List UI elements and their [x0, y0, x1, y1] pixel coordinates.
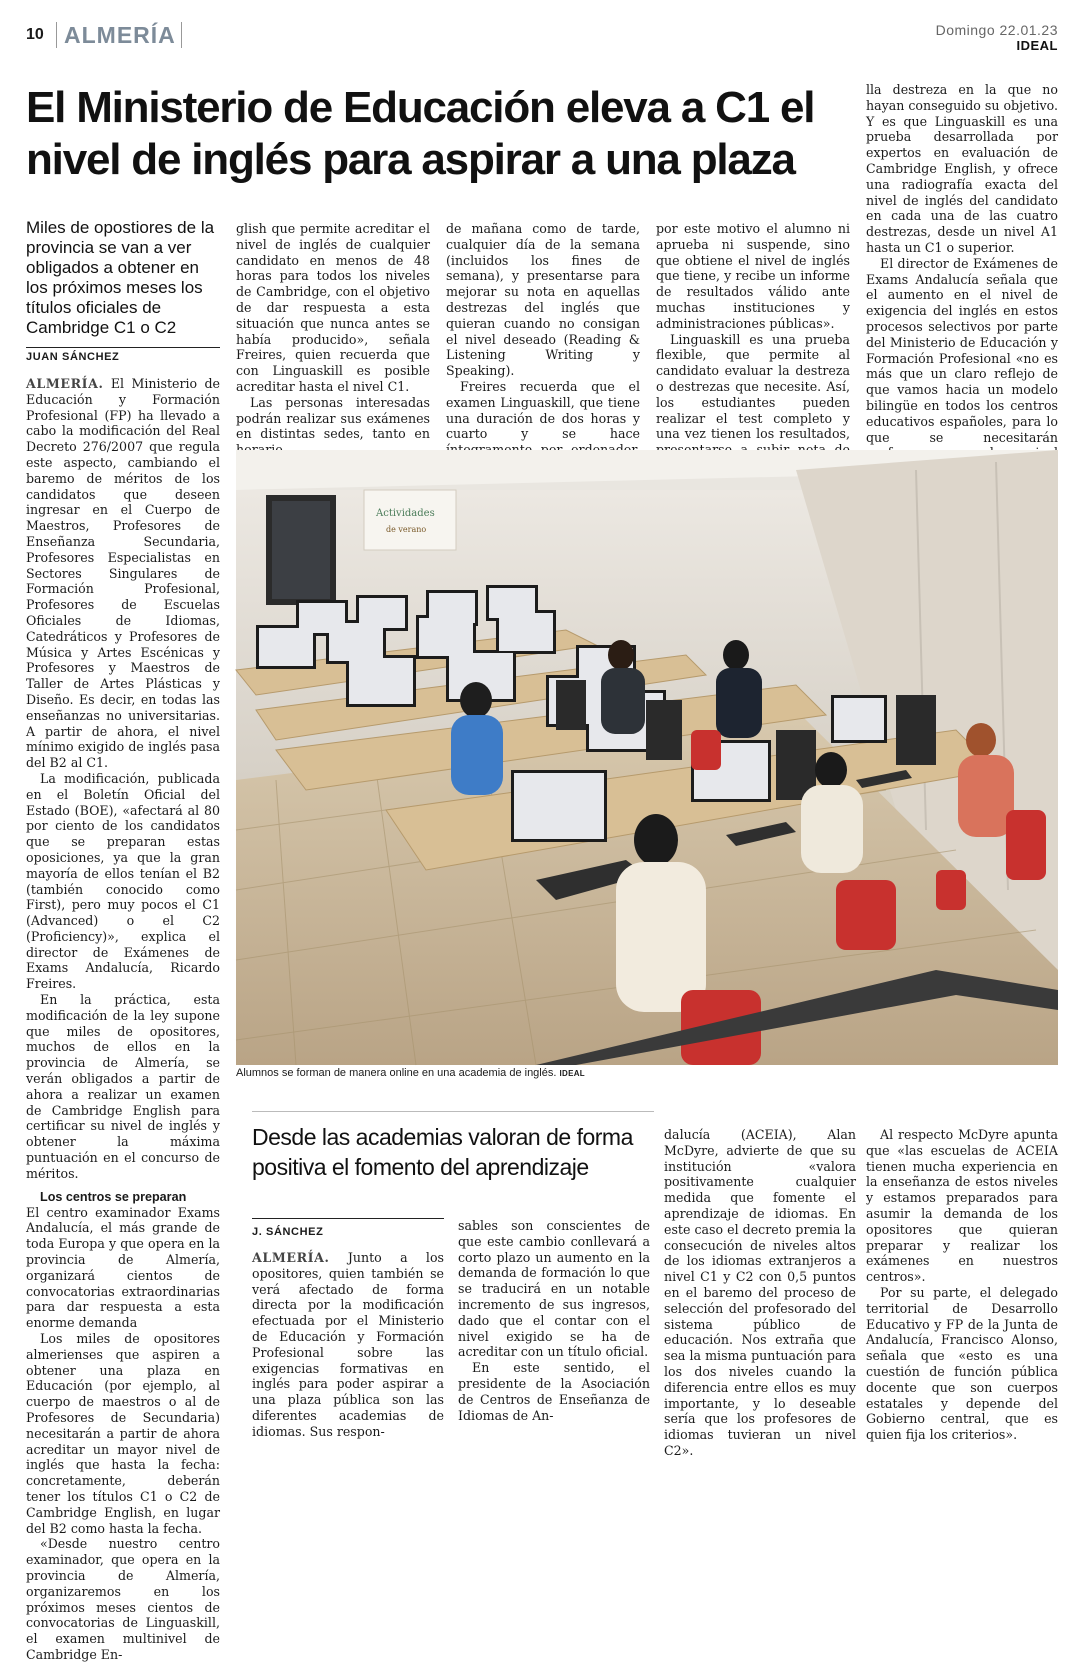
body-paragraph: por este motivo el alumno ni aprueba ni suspende, sino que obtiene el nivel de inglés que tiene, y recibe un informe de resultados válido ante muchas instituciones y administraciones públicas».	[656, 221, 850, 331]
body-paragraph: ALMERÍA. El Ministerio de Educación y Formación Profesional (FP) ha llevado a cabo la modificación del Real Decreto 276/2007 que regula este aspecto, cambiando el baremo de méritos de los candidatos que deseen ingresar en el Cuerpo de Maestros, Profesores de Enseñanza Secundaria, Profesores Especialistas en Sectores Singulares de Formación Profesional, Profesores de Escuelas Oficiales de Idiomas, Catedráticos y Profesores de Música y Artes Escénicas y Profesores y Maestros de Taller de Artes Plásticas y Diseño. Es decir, en todas las enseñanzas no universitarias. A partir de ahora, el nivel mínimo exigido de inglés pasa del B2 al C1.	[26, 376, 220, 771]
main-headline: El Ministerio de Educación eleva a C1 el nivel de inglés para aspirar a una plaza	[26, 83, 815, 184]
body-paragraph: ALMERÍA. Junto a los opositores, quien también se verá afectado de forma directa por la modificación efectuada por el Ministerio de Educación y Formación Profesional sobre las exigencias formativas en inglés para poder aspirar a una plaza pública son las diferentes academias de idiomas. Sus respon-	[252, 1250, 444, 1439]
byline-rule	[252, 1218, 444, 1219]
body-paragraph: sables son conscientes de que este cambio conllevará a corto plazo un aumento en la demanda de formación lo que se traducirá en un notable incremento de sus ingresos, dado que el contar con el nivel exigido se ha de acreditar con un título oficial.	[458, 1218, 650, 1360]
body-paragraph: Linguaskill es una prueba flexible, que permite al candidato evaluar la destreza o destrezas que necesite. Así, los estudiantes pueden realizar el test completo y una vez tienen los resultados,	[656, 331, 850, 442]
body-paragraph: El director de Exámenes de Exams Andalucía señala que el aumento en el nivel de exigencia del inglés en estos procesos selectivos por parte del Ministerio de Educación y Formación Profesional «no es más que un claro reflejo de que vamos hacia un modelo bilingüe en todos los centros educativos españoles, para lo que se necesitarán	[866, 255, 1058, 445]
photo-credit: IDEAL	[559, 1069, 585, 1078]
body-paragraph: lla destreza en la que no hayan conseguido su objetivo. Y es que Linguaskill es una prueba desarrollada por expertos en evaluación de Cambridge English, y ofrece una radiografía exacta del nivel de inglés del candidato en cada una de las cuatro destrezas, desde un nivel A1 hasta un C1 o superior.	[866, 82, 1059, 255]
body-paragraph: En la práctica, esta modificación de la ley supone que miles de opositores, muchos de ellos en la provincia de Almería, se verán obligados a partir de ahora a realizar un examen de Cambridge English para certificar su nivel de inglés y obtener la máxima puntuación en el concurso de méritos.	[26, 992, 220, 1181]
section-top-rule	[252, 1111, 654, 1112]
intertitle: Los centros se preparan	[40, 1189, 187, 1204]
article2-column-1	[252, 1250, 444, 1440]
classroom-photo	[236, 450, 1058, 1065]
photo-caption: Alumnos se forman de manera online en una academia de inglés. IDEAL	[236, 1067, 585, 1079]
article-column-2	[236, 221, 430, 458]
section-name: ALMERÍA	[64, 22, 176, 48]
body-paragraph: Freires recuerda que el examen Linguaskill, que tiene una duración de dos horas y cuarto y se hace	[446, 378, 640, 442]
byline-rule	[26, 347, 220, 348]
header-divider	[56, 22, 57, 48]
wall-sign-line-1: Actividades	[376, 508, 435, 519]
body-paragraph: de mañana como de tarde, cualquier día de la semana (incluidos los fines de semana), y presentarse para mejorar su nota en aquellas destrezas del inglés que quieran cuando no consigan el nivel deseado (Reading & Listening Writing y Speaking).	[446, 221, 640, 379]
classroom-illustration	[236, 450, 1058, 1065]
article2-column-4	[866, 1127, 1058, 1443]
body-paragraph: glish que permite acreditar el nivel de inglés de cualquier candidato en menos de 48 horas para todos los niveles de Cambridge, con el objetivo de dar respuesta a esta situación que nunca antes se había producido», señala Freires, quien recuerda que con Linguaskill es posible acreditar hasta el nivel C1.	[236, 221, 430, 394]
body-paragraph: En este sentido, el presidente de la Asociación de Centros de Enseñanza de Idiomas de An-	[458, 1360, 650, 1423]
article-column-5	[866, 82, 1058, 477]
article2-column-3	[664, 1127, 856, 1459]
body-paragraph: La modificación, publicada en el Boletín Oficial del Estado (BOE), «afectará al 80 por ciento de los candidatos que se preparan estas oposiciones, ya que la gran mayoría de ellos tenían el B2 (también conocido como First), pero muy pocos el C1 (Advanced) o el C2 (Proficiency)», explica el director de Exámenes de Exams Andalucía, Ricardo Freires.	[26, 770, 220, 992]
header-divider	[181, 22, 182, 48]
page-number: 10	[26, 26, 44, 43]
body-paragraph: dalucía (ACEIA), Alan McDyre, advierte de que su institución «valora positivamente cualquier medida que fomente el aprendizaje de idiomas. En este caso el decreto premia la consecución de niveles altos de los idiomas extranjeros a nivel C1 y C2 con 0,5 puntos en el baremo del proceso de selección del profesorado del sistema público de educación. Nos extraña que sea la misma puntuación para los dos niveles cuando la diferencia entre ellos es muy importante, y lo deseable sería que los profesores de idiomas tuvieran un nivel C2».	[664, 1127, 856, 1458]
article-column-4	[656, 221, 850, 474]
article-subhead: Miles de opostiores de la provincia se van a ver obligados a obtener en los próximos meses los títulos oficiales de Cambridge C1 o C2	[26, 218, 215, 337]
body-paragraph: Al respecto McDyre apunta que «las escuelas de ACEIA tienen mucha experiencia en la enseñanza de estos niveles y estamos preparados para asumir la demanda de los opositores que quieran preparar y realizar los exámenes en nuestros centros».	[866, 1127, 1058, 1285]
dateline: ALMERÍA.	[26, 376, 104, 391]
article2-column-2	[458, 1218, 650, 1423]
article-column-3	[446, 221, 640, 474]
body-paragraph: Las personas interesadas podrán realizar sus exámenes en distintas sedes, tanto en	[236, 394, 430, 442]
byline: JUAN SÁNCHEZ	[26, 351, 120, 363]
article-column-1	[26, 376, 220, 1663]
secondary-headline: Desde las academias valoran de forma positiva el fomento del aprendizaje	[252, 1124, 633, 1180]
byline: J. SÁNCHEZ	[252, 1226, 324, 1238]
body-paragraph: El centro examinador Exams Andalucía, el más grande de toda Europa y que opera en la provincia de Almería, organizará cientos de convocatorias extraordinarias para dar respuesta a esta enorme demanda	[26, 1204, 220, 1331]
dateline: ALMERÍA.	[252, 1250, 330, 1265]
body-paragraph: «Desde nuestro centro examinador, que opera en la provincia de Almería, organizaremos en los próximos meses cientos de convocatorias de Linguaskill, el examen multinivel de Cambridge En-	[26, 1536, 220, 1662]
newspaper-name: IDEAL	[1016, 38, 1058, 53]
body-paragraph: Los miles de opositores almerienses que aspiren a obtener una plaza en Educación (por ejemplo, al cuerpo de maestros o al de Profesores de Secundaria) necesitarán a partir de ahora acreditar un mayor nivel de inglés que hasta la fecha: concretamente, deberán tener los títulos C1 o C2 de Cambridge English, en lugar del B2 como hasta la fecha.	[26, 1331, 220, 1536]
issue-date: Domingo 22.01.23	[935, 22, 1058, 38]
wall-sign-line-2: de verano	[386, 525, 427, 534]
body-paragraph: Por su parte, el delegado territorial de Desarrollo Educativo y FP de la Junta de Andalucía, Francisco Alonso, señala que «esto es una cuestión de función pública docente que son cuerpos estatales y depende del Gobierno central, que es quien fija los criterios».	[866, 1284, 1058, 1443]
